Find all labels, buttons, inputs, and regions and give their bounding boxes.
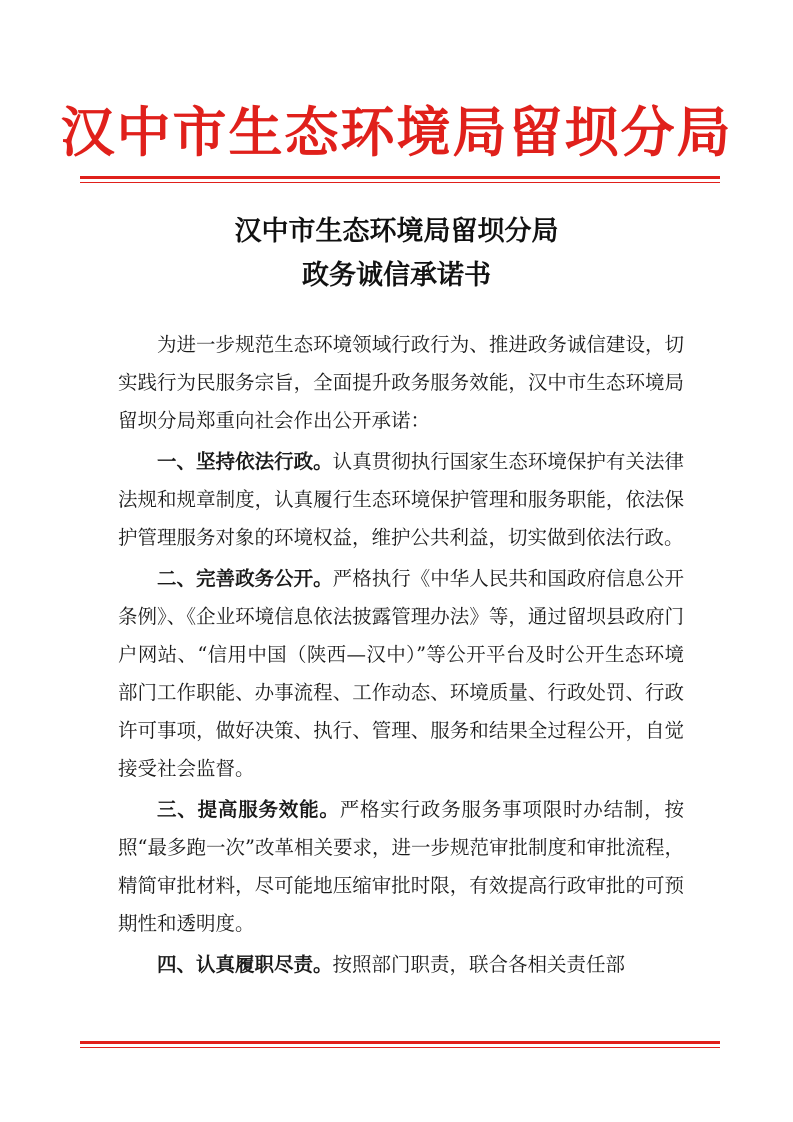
section-text: 严格实行政务服务事项限时办结制，按照“最多跑一次”改革相关要求，进一步规范审批制度和审批流程，精简审批材料，尽可能地压缩审批时限，有效提高行政审批的可预期性和透明度。 xyxy=(118,798,684,935)
section-paragraph xyxy=(118,946,684,984)
document-title-line2: 政务诚信承诺书 xyxy=(302,260,491,291)
section-text: 按照部门职责，联合各相关责任部 xyxy=(332,953,626,976)
section-paragraph xyxy=(118,791,684,943)
document-body xyxy=(118,326,684,987)
section-heading: 一、坚持依法行政。 xyxy=(157,450,333,473)
letterhead-divider xyxy=(80,176,720,183)
section-text: 认真贯彻执行国家生态环境保护有关法律法规和规章制度，认真履行生态环境保护管理和服务职能，依法保护管理服务对象的环境权益，维护公共利益，切实做到依法行政。 xyxy=(118,450,684,549)
document-title-line1: 汉中市生态环境局留坝分局 xyxy=(234,216,559,247)
section-paragraph xyxy=(118,443,684,557)
section-text: 严格执行《中华人民共和国政府信息公开条例》、《企业环境信息依法披露管理办法》等，通过留坝县政府门户网站、“信用中国（陕西—汉中）”等公开平台及时公开生态环境部门工作职能、办事流程、工作动态、环境质量、行政处罚、行政许可事项，做好决策、执行、管理、服务和结果全过程公开，自觉接受社会监督。 xyxy=(118,567,684,780)
section-heading: 二、完善政务公开。 xyxy=(157,567,333,590)
letterhead-title: 汉中市生态环境局留坝分局 xyxy=(60,100,733,164)
section-heading: 四、认真履职尽责。 xyxy=(157,953,333,976)
section-paragraph xyxy=(118,560,684,788)
footer-divider xyxy=(80,1041,720,1048)
intro-paragraph: 为进一步规范生态环境领域行政行为、推进政务诚信建设，切实践行为民服务宗旨，全面提升政务服务效能，汉中市生态环境局留坝分局郑重向社会作出公开承诺： xyxy=(118,333,684,432)
section-heading: 三、提高服务效能。 xyxy=(157,798,340,821)
document-title xyxy=(0,210,793,298)
